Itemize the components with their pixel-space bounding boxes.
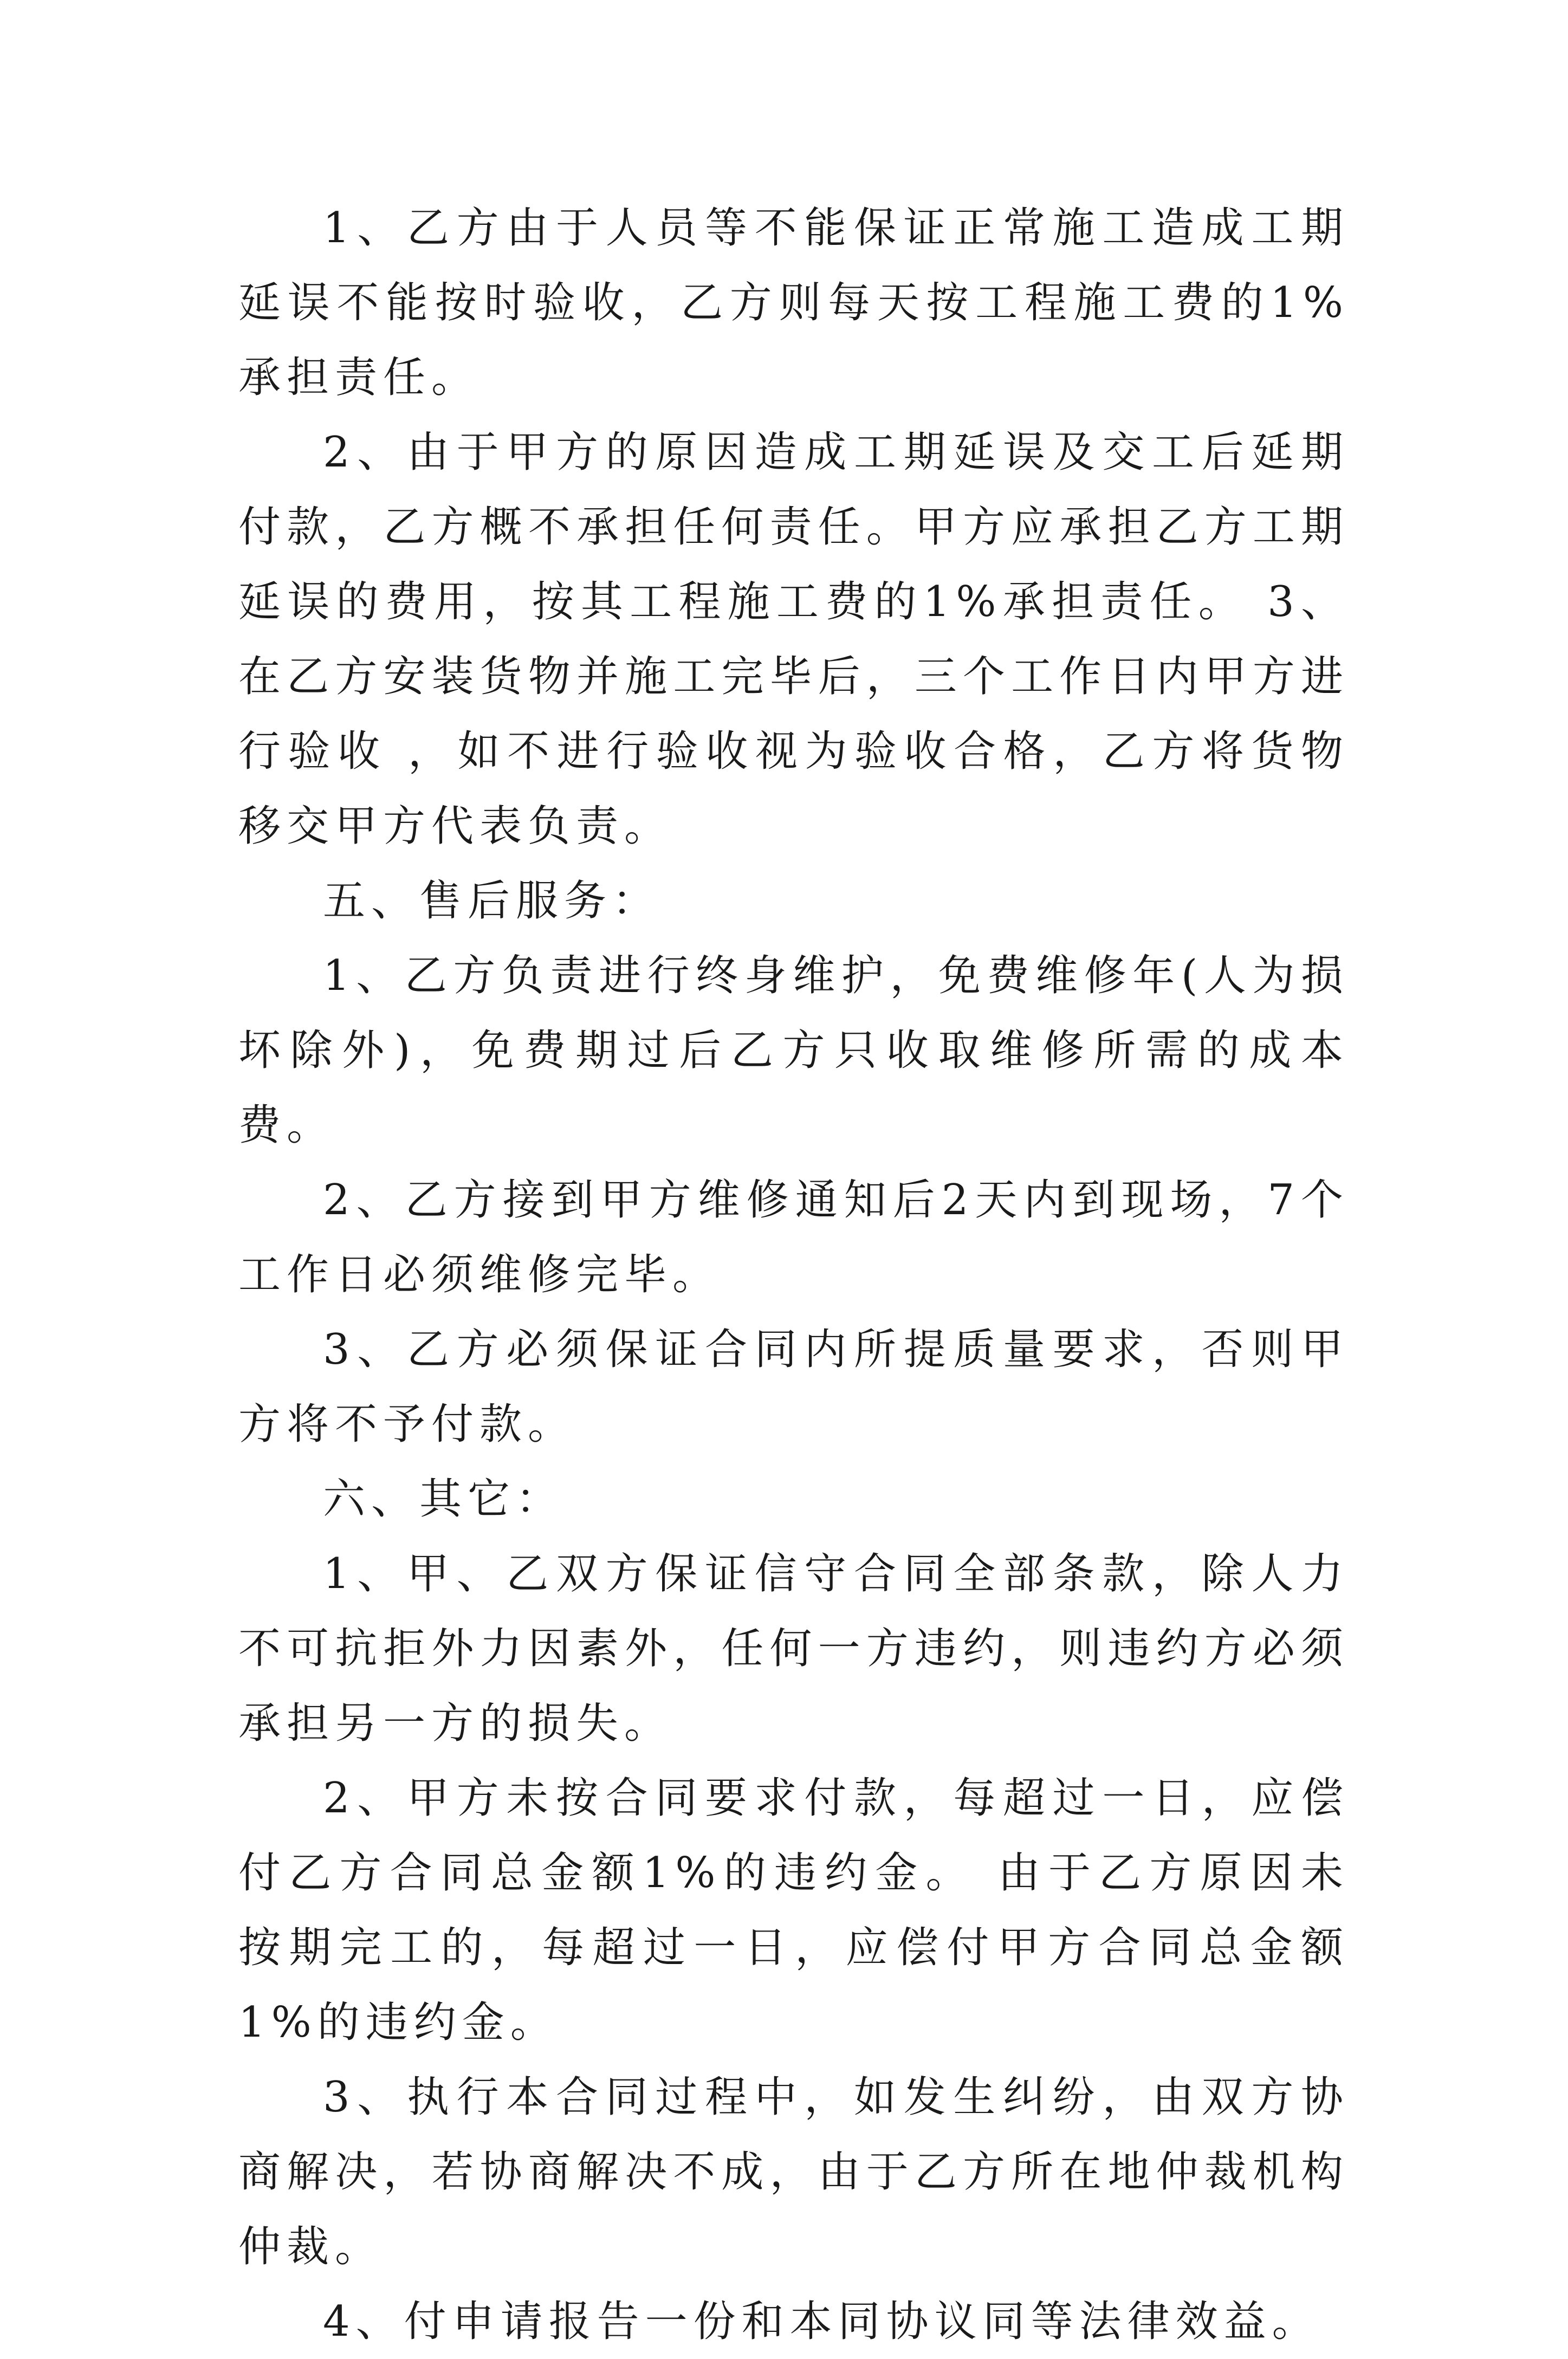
- paragraph-delay-liability-a: 2、由于甲方的原因造成工期延误及交工后延期付款，乙方概不承担任何责任。甲方应承担乙方工期延误的费用，按其工程施工费的1%承担责任。 3、在乙方安装货物并施工完毕后，三个工作日内甲方进行验收 ，如不进行验收视为验收合格，乙方将货物移交甲方代表负责。: [238, 428, 1349, 851]
- paragraph-breach: 1、甲、乙双方保证信守合同全部条款，除人力不可抗拒外力因素外，任何一方违约，则违约方必须承担另一方的损失。: [238, 1550, 1349, 1748]
- paragraph-quality: 3、乙方必须保证合同内所提质量要求，否则甲方将不予付款。: [238, 1325, 1349, 1449]
- section-heading-other: 六、其它：: [323, 1475, 565, 1524]
- paragraph-penalty: 2、甲方未按合同要求付款，每超过一日，应偿付乙方合同总金额1%的违约金。 由于乙方原因未按期完工的，每超过一日，应偿付甲方合同总金额1%的违约金。: [238, 1774, 1349, 2047]
- paragraph-maintenance: 1、乙方负责进行终身维护，免费维修年(人为损坏除外)，免费期过后乙方只收取维修所需的成本费。: [238, 951, 1349, 1150]
- paragraph-delay-liability-b: 1、乙方由于人员等不能保证正常施工造成工期延误不能按时验收，乙方则每天按工程施工费的1%承担责任。: [238, 204, 1349, 402]
- document-body: [238, 191, 1349, 2359]
- paragraph-dispute: 3、执行本合同过程中，如发生纠纷，由双方协商解决，若协商解决不成，由于乙方所在地仲裁机构仲裁。: [238, 2073, 1349, 2271]
- paragraph-repair-notice: 2、乙方接到甲方维修通知后2天内到现场，7个工作日必须维修完毕。: [238, 1176, 1349, 1299]
- paragraph-attachment: 4、付申请报告一份和本同协议同等法律效益。: [323, 2297, 1320, 2346]
- section-heading-after-sales: 五、售后服务：: [323, 877, 661, 925]
